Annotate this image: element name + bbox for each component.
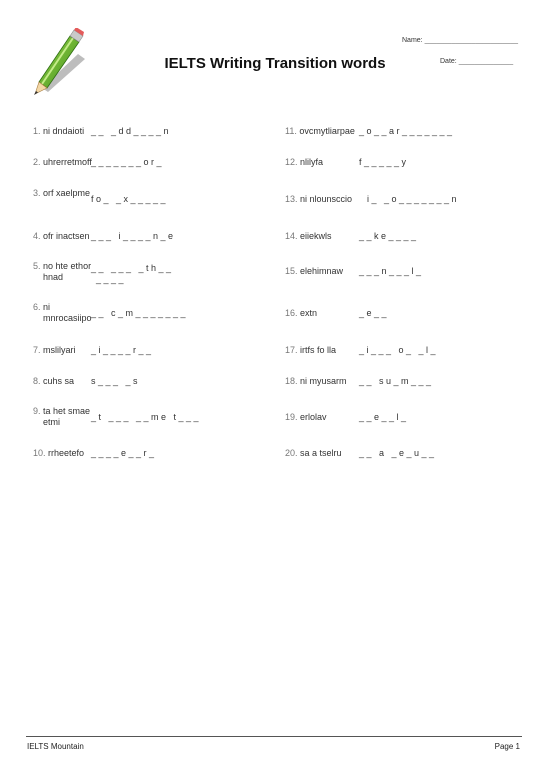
answer-blanks[interactable]: _ _ _ _ _ _ t h _ _ _ _ _ _ <box>91 263 172 284</box>
answer-blanks[interactable]: i _ _ o _ _ _ _ _ _ _ n <box>367 194 457 204</box>
question-12: 12. nlilyfa f _ _ _ _ _ y <box>285 157 407 167</box>
question-4: 4. ofr inactsen _ _ _ i _ _ _ _ n _ e <box>33 231 174 241</box>
question-15: 15. elehimnaw _ _ _ n _ _ _ l _ <box>285 266 422 276</box>
scrambled-word: erlolav <box>300 412 327 422</box>
scrambled-word: nlilyfa <box>300 157 324 167</box>
answer-blanks[interactable]: _ _ _ _ e _ _ r _ <box>91 448 155 458</box>
name-label: Name: <box>402 37 423 44</box>
question-19: 19. erlolav _ _ e _ _ l _ <box>285 412 407 422</box>
pencil-icon <box>28 28 90 98</box>
answer-blanks[interactable]: _ t _ _ _ _ _ m e t _ _ _ <box>91 412 199 422</box>
question-13: 13. ni nlounsccio i _ _ o _ _ _ _ _ _ _ n <box>285 194 457 204</box>
question-3: 3. orf xaelpme f o _ _ x _ _ _ _ _ <box>33 188 166 204</box>
answer-blanks[interactable]: _ _ k e _ _ _ _ <box>359 231 417 241</box>
scrambled-word: ofr inactsen <box>43 231 90 241</box>
scrambled-word: ta het smae etmi <box>43 406 91 427</box>
question-10: 10. rrheetefo _ _ _ _ e _ _ r _ <box>33 448 155 458</box>
answer-blanks[interactable]: _ _ _ _ _ _ _ o r _ <box>91 157 162 167</box>
date-label: Date: <box>440 58 457 65</box>
date-line: ______________ <box>458 58 514 65</box>
question-11: 11. ovcmytliarpae _ o _ _ a r _ _ _ _ _ _ _ <box>285 126 453 136</box>
question-20: 20. sa a tselru _ _ a _ e _ u _ _ <box>285 448 435 458</box>
question-8: 8. cuhs sa s _ _ _ _ s <box>33 376 138 386</box>
scrambled-word: eiiekwls <box>300 231 332 241</box>
scrambled-word: uhrerretmoff <box>43 157 92 167</box>
answer-blanks[interactable]: s _ _ _ _ s <box>91 376 138 386</box>
answer-blanks[interactable]: _ _ c _ m _ _ _ _ _ _ _ <box>91 308 186 318</box>
question-2: 2. uhrerretmoff _ _ _ _ _ _ _ o r _ <box>33 157 162 167</box>
name-line: ________________________ <box>424 37 519 44</box>
scrambled-word: ovcmytliarpae <box>299 126 355 136</box>
scrambled-word: rrheetefo <box>48 448 85 458</box>
scrambled-word: ni dndaioti <box>43 126 85 136</box>
scrambled-word: ni nlounsccio <box>300 194 353 204</box>
scrambled-word: cuhs sa <box>43 376 75 386</box>
answer-blanks[interactable]: _ _ e _ _ l _ <box>359 412 407 422</box>
scrambled-word: sa a tselru <box>300 448 342 458</box>
question-17: 17. irtfs fo lla _ i _ _ _ o _ _ l _ <box>285 345 436 355</box>
scrambled-word: extn <box>300 308 318 318</box>
answer-blanks[interactable]: _ _ a _ e _ u _ _ <box>359 448 435 458</box>
answer-blanks[interactable]: f o _ _ x _ _ _ _ _ <box>91 194 166 204</box>
answer-blanks[interactable]: _ _ _ i _ _ _ _ n _ e <box>91 231 174 241</box>
question-18: 18. ni myusarm _ _ s u _ m _ _ _ <box>285 376 432 386</box>
question-7: 7. mslilyari _ i _ _ _ _ r _ _ <box>33 345 152 355</box>
scrambled-word: mslilyari <box>43 345 76 355</box>
answer-blanks[interactable]: _ o _ _ a r _ _ _ _ _ _ _ <box>359 126 453 136</box>
worksheet-title: IELTS Writing Transition words <box>164 55 386 72</box>
page-number: Page 1 <box>494 742 520 751</box>
answer-blanks[interactable]: _ i _ _ _ _ r _ _ <box>91 345 152 355</box>
question-9: 9. ta het smae etmi _ t _ _ _ _ _ m e t _ _ _ <box>33 406 199 427</box>
footer-brand: IELTS Mountain <box>27 742 84 751</box>
answer-blanks[interactable]: f _ _ _ _ _ y <box>359 157 407 167</box>
question-14: 14. eiiekwls _ _ k e _ _ _ _ <box>285 231 417 241</box>
answer-blanks[interactable]: _ e _ _ <box>359 308 387 318</box>
answer-blanks[interactable]: _ i _ _ _ o _ _ l _ <box>359 345 436 355</box>
answer-blanks[interactable]: _ _ _ d d _ _ _ _ n <box>91 126 169 136</box>
question-5: 5. no hte ethor hnad _ _ _ _ _ _ t h _ _ _ _ _ _ <box>33 261 172 284</box>
scrambled-word: no hte ethor hnad <box>43 261 92 282</box>
question-6: 6. ni mnrocasiipo _ _ c _ m _ _ _ _ _ _ _ <box>33 302 186 323</box>
scrambled-word: orf xaelpme <box>43 188 91 198</box>
scrambled-word: ni mnrocasiipo <box>43 302 92 323</box>
scrambled-word: irtfs fo lla <box>300 345 337 355</box>
footer-divider <box>26 736 522 737</box>
scrambled-word: elehimnaw <box>300 266 344 276</box>
answer-blanks[interactable]: _ _ _ n _ _ _ l _ <box>359 266 422 276</box>
date-field[interactable] <box>440 58 513 65</box>
name-field[interactable] <box>402 37 518 44</box>
question-16: 16. extn _ e _ _ <box>285 308 387 318</box>
scrambled-word: ni myusarm <box>300 376 347 386</box>
question-1: 1. ni dndaioti _ _ _ d d _ _ _ _ n <box>33 126 169 136</box>
answer-blanks[interactable]: _ _ s u _ m _ _ _ <box>359 376 432 386</box>
